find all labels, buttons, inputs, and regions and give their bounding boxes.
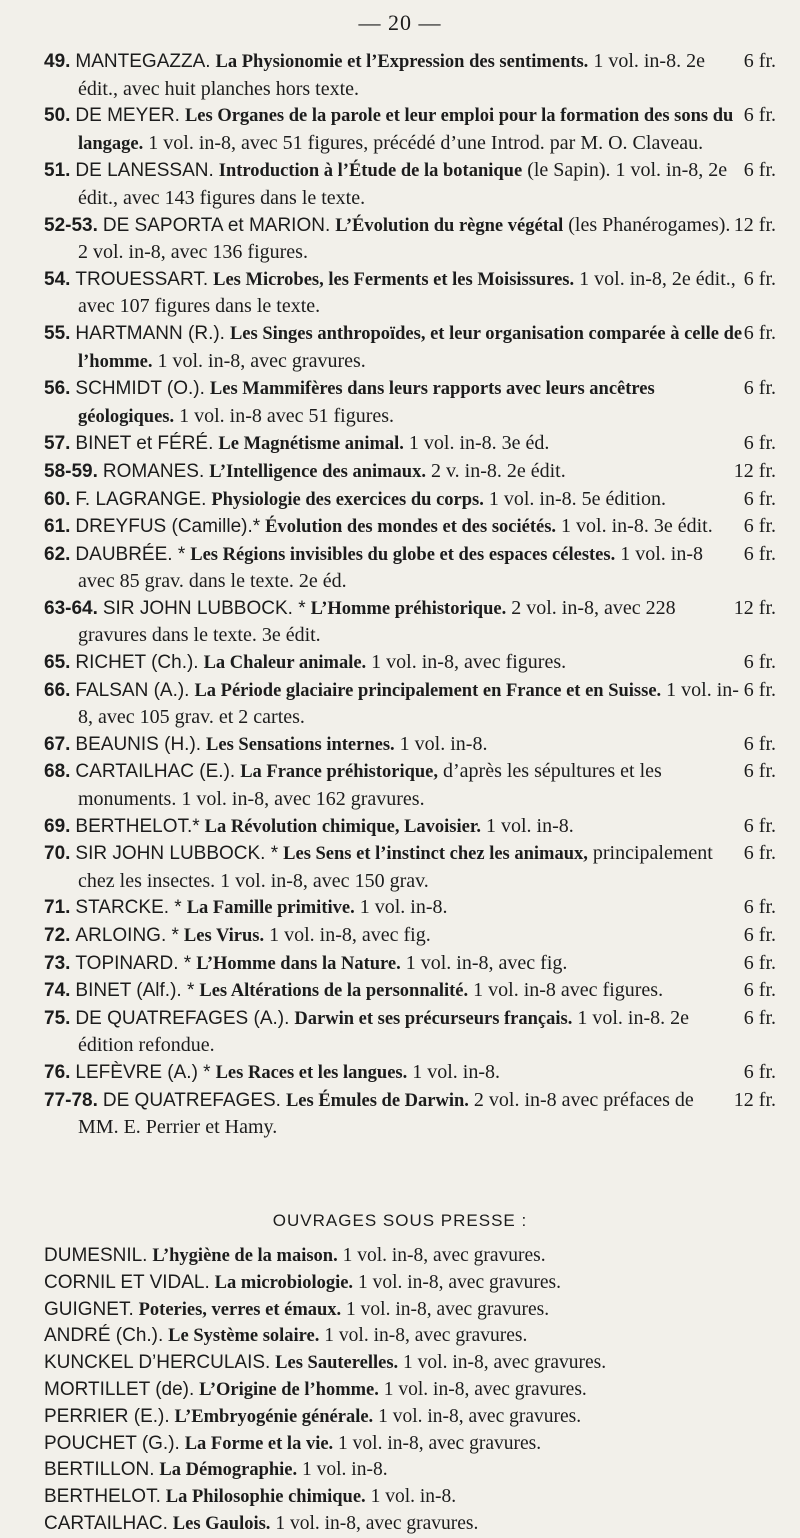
entry-details: 1 vol. in-8, avec gravures. xyxy=(346,1298,550,1320)
entry-details: 1 vol. in-8, avec fig. xyxy=(269,924,431,946)
entry-title: Les Microbes, les Ferments et les Moisissures. xyxy=(213,269,575,290)
entry-title: Les Gaulois. xyxy=(172,1513,271,1534)
entry-price: 6 fr. xyxy=(743,159,776,182)
book-entry xyxy=(44,977,776,1005)
entry-price: 6 fr. xyxy=(743,321,776,344)
entry-author: PERRIER (E.). xyxy=(44,1405,170,1427)
entry-author: STARCKE. * xyxy=(75,897,182,919)
entry-price: 6 fr. xyxy=(743,842,776,865)
entry-price: 6 fr. xyxy=(743,432,776,455)
entry-title: Physiologie des exercices du corps. xyxy=(211,489,484,510)
entry-details: 1 vol. in-8, avec 51 figures, précédé d’une Introd. par M. O. Claveau. xyxy=(148,131,704,154)
entry-title: Les Virus. xyxy=(183,926,265,946)
book-entry xyxy=(44,541,776,595)
entry-title: La France préhistorique, xyxy=(240,762,439,783)
entry-author: GUIGNET. xyxy=(44,1298,134,1320)
entry-number: 71. xyxy=(44,897,71,919)
entry-title: Évolution des mondes et des sociétés. xyxy=(265,517,557,538)
entry-author: DAUBRÉE. * xyxy=(75,543,186,565)
entry-author: KUNCKEL D’HERCULAIS. xyxy=(44,1352,271,1374)
entry-number: 65. xyxy=(44,652,71,674)
entry-number: 60. xyxy=(44,488,71,510)
entry-details: 1 vol. in-8. xyxy=(486,814,574,837)
entry-author: TOPINARD. * xyxy=(75,952,192,974)
entry-price: 6 fr. xyxy=(743,896,776,919)
book-entry xyxy=(44,758,776,812)
entry-details: 1 vol. in-8, avec gravures. xyxy=(383,1378,587,1400)
book-entry xyxy=(44,840,776,894)
entry-author: DREYFUS (Camille).* xyxy=(75,516,261,538)
book-entry xyxy=(44,731,776,759)
entry-price: 6 fr. xyxy=(743,487,776,510)
entry-details: 1 vol. in-8, avec fig. xyxy=(405,951,568,974)
entry-author: MORTILLET (de). xyxy=(44,1378,195,1400)
entry-number: 51. xyxy=(44,160,71,182)
entry-author: DE SAPORTA et MARION. xyxy=(102,214,331,236)
entry-number: 73. xyxy=(44,952,71,974)
entry-details: (le Sapin). 1 vol. in-8, 2e édit., avec 143 figures dans le texte. xyxy=(78,159,728,209)
entry-title: L’Homme préhistorique. xyxy=(310,598,507,619)
entry-number: 63-64. xyxy=(44,597,98,619)
entry-price: 6 fr. xyxy=(743,678,776,701)
entry-number: 74. xyxy=(44,980,71,1002)
entry-title: La Période glaciaire principalement en France et en Suisse. xyxy=(194,680,662,701)
book-entry xyxy=(44,48,776,102)
entry-title: Le Magnétisme animal. xyxy=(218,434,404,455)
entry-author: SIR JOHN LUBBOCK. * xyxy=(75,843,279,865)
book-entry xyxy=(44,1005,776,1059)
entry-details: 1 vol. in-8. 5e édition. xyxy=(488,487,667,510)
forthcoming-entry xyxy=(44,1431,776,1458)
entry-price: 6 fr. xyxy=(743,377,776,400)
entry-title: La Démographie. xyxy=(159,1460,298,1481)
entry-title: La Philosophie chimique. xyxy=(165,1487,366,1508)
entry-title: La microbiologie. xyxy=(214,1272,354,1293)
entry-price: 6 fr. xyxy=(743,515,776,538)
entry-details: 1 vol. in-8. 2e édition refondue. xyxy=(78,1006,690,1057)
book-entry xyxy=(44,430,776,458)
book-entry xyxy=(44,320,776,375)
entry-price: 6 fr. xyxy=(743,951,776,974)
entry-number: 50. xyxy=(44,105,71,127)
entry-author: HARTMANN (R.). xyxy=(75,322,225,344)
entry-title: L’Évolution du règne végétal xyxy=(335,215,564,236)
entry-details: 1 vol. in-8. xyxy=(399,732,488,755)
forthcoming-entry xyxy=(44,1377,776,1404)
entry-author: TROUESSART. xyxy=(75,268,209,290)
entry-title: La Forme et la vie. xyxy=(184,1433,334,1454)
entry-details: 1 vol. in-8. xyxy=(412,1060,501,1083)
entry-price: 6 fr. xyxy=(743,1060,776,1083)
entry-price: 6 fr. xyxy=(743,1006,776,1029)
entry-price: 6 fr. xyxy=(743,651,776,674)
entry-title: Les Régions invisibles du globe et des espaces célestes. xyxy=(190,544,616,565)
entry-price: 12 fr. xyxy=(733,1088,776,1111)
entry-details: 1 vol. in-8, avec gravures. xyxy=(378,1405,582,1427)
forthcoming-entry xyxy=(44,1297,776,1324)
entry-details: 1 vol. in-8, avec gravures. xyxy=(342,1245,546,1266)
entry-author: ARLOING. * xyxy=(75,925,179,946)
entry-author: LEFÈVRE (A.) * xyxy=(75,1061,211,1083)
entry-details: 1 vol. in-8. 3e édit. xyxy=(561,515,713,538)
book-entry xyxy=(44,375,776,430)
entry-number: 49. xyxy=(44,51,71,72)
book-entry xyxy=(44,649,776,677)
entry-number: 54. xyxy=(44,268,71,290)
entry-author: SCHMIDT (O.). xyxy=(75,378,205,400)
forthcoming-entry xyxy=(44,1350,776,1377)
book-entry xyxy=(44,1087,776,1141)
entry-title: Poteries, verres et émaux. xyxy=(138,1299,342,1320)
entry-number: 55. xyxy=(44,322,71,344)
forthcoming-entry xyxy=(44,1457,776,1484)
book-entry xyxy=(44,102,776,157)
entry-price: 6 fr. xyxy=(743,760,776,783)
entry-details: 2 v. in-8. 2e édit. xyxy=(430,459,566,482)
entry-details: d’après les sépultures et les monuments. 1 vol. in-8, avec 162 gravures. xyxy=(78,760,662,811)
forthcoming-entry xyxy=(44,1511,776,1538)
entry-details: (les Phanérogames). 2 vol. in-8, avec 136 figures. xyxy=(78,213,731,264)
entry-author: CORNIL ET VIDAL. xyxy=(44,1271,210,1293)
press-heading: OUVRAGES SOUS PRESSE : xyxy=(272,1211,528,1230)
entry-author: POUCHET (G.). xyxy=(44,1432,180,1454)
entry-price: 12 fr. xyxy=(733,596,776,619)
entry-author: DE MEYER. xyxy=(75,105,180,127)
entry-details: 1 vol. in-8. 2e édit., avec huit planches hors texte. xyxy=(78,50,705,100)
book-entry xyxy=(44,677,776,731)
book-entry xyxy=(44,157,776,211)
entry-number: 67. xyxy=(44,733,71,755)
entry-details: 1 vol. in-8, avec figures. xyxy=(371,651,567,674)
entry-number: 76. xyxy=(44,1061,71,1083)
entry-author: CARTAILHAC (E.). xyxy=(75,761,236,783)
book-entry xyxy=(44,813,776,841)
entry-author: SIR JOHN LUBBOCK. * xyxy=(102,597,306,619)
entry-details: principalement chez les insectes. 1 vol. in-8, avec 150 grav. xyxy=(78,842,713,892)
entry-details: 1 vol. in-8. xyxy=(370,1486,457,1508)
entry-title: La Chaleur animale. xyxy=(203,653,367,674)
entry-title: Les Singes anthropoïdes, et leur organisation comparée à celle de l’homme. xyxy=(78,323,743,372)
entry-author: ANDRÉ (Ch.). xyxy=(44,1325,164,1347)
forthcoming-entry xyxy=(44,1270,776,1297)
entry-author: DUMESNIL. xyxy=(44,1245,148,1266)
entry-price: 12 fr. xyxy=(733,459,776,482)
entry-price: 12 fr. xyxy=(733,213,776,236)
entry-details: 1 vol. in-8. 3e éd. xyxy=(408,432,550,455)
entry-price: 6 fr. xyxy=(743,924,776,946)
entry-details: 1 vol. in-8. xyxy=(302,1459,388,1481)
entry-price: 6 fr. xyxy=(743,979,776,1002)
page-number: — 20 — xyxy=(358,10,442,35)
entry-author: CARTAILHAC. xyxy=(44,1512,168,1534)
entry-title: Les Sens et l’instinct chez les animaux, xyxy=(283,844,588,865)
entry-author: F. LAGRANGE. xyxy=(75,488,207,510)
entry-title: Introduction à l’Étude de la botanique xyxy=(218,161,523,182)
book-list xyxy=(44,48,776,1141)
entry-number: 69. xyxy=(44,815,71,837)
entry-title: La Famille primitive. xyxy=(186,898,355,919)
entry-details: 1 vol. in-8 avec figures. xyxy=(473,979,664,1002)
entry-number: 68. xyxy=(44,761,71,783)
book-entry xyxy=(44,212,776,266)
entry-details: 1 vol. in-8, avec gravures. xyxy=(403,1352,607,1374)
entry-details: 1 vol. in-8 avec 51 figures. xyxy=(179,404,395,427)
entry-price: 6 fr. xyxy=(743,814,776,837)
forthcoming-entry xyxy=(44,1323,776,1350)
entry-author: BINET et FÉRÉ. xyxy=(75,433,214,455)
entry-number: 57. xyxy=(44,433,71,455)
entry-author: FALSAN (A.). xyxy=(75,679,190,701)
book-entry xyxy=(44,458,776,486)
book-entry xyxy=(44,922,776,950)
entry-author: DE QUATREFAGES. xyxy=(102,1089,281,1111)
entry-number: 70. xyxy=(44,843,71,865)
entry-number: 72. xyxy=(44,925,71,946)
entry-details: 1 vol. in-8, avec 105 grav. et 2 cartes. xyxy=(78,678,739,729)
entry-details: 1 vol. in-8, avec gravures. xyxy=(324,1325,528,1347)
entry-details: 2 vol. in-8, avec 228 gravures dans le texte. 3e édit. xyxy=(78,596,676,647)
entry-number: 66. xyxy=(44,679,71,701)
entry-author: ROMANES. xyxy=(102,460,205,482)
entry-details: 1 vol. in-8, avec gravures. xyxy=(275,1512,479,1534)
entry-title: La Révolution chimique, Lavoisier. xyxy=(204,816,481,837)
entry-price: 6 fr. xyxy=(743,542,776,565)
entry-title: Les Altérations de la personnalité. xyxy=(199,981,469,1002)
book-entry xyxy=(44,486,776,514)
entry-title: Darwin et ses précurseurs français. xyxy=(294,1008,573,1029)
entry-details: 1 vol. in-8. xyxy=(359,896,448,919)
book-entry xyxy=(44,950,776,978)
entry-number: 52-53. xyxy=(44,214,98,236)
entry-title: L’Embryogénie générale. xyxy=(174,1406,374,1427)
forthcoming-list xyxy=(44,1243,776,1538)
entry-author: BINET (Alf.). * xyxy=(75,980,195,1002)
entry-title: Les Émules de Darwin. xyxy=(285,1090,469,1111)
entry-title: Les Races et les langues. xyxy=(215,1062,408,1083)
entry-title: L’hygiène de la maison. xyxy=(152,1246,338,1266)
book-entry xyxy=(44,894,776,922)
entry-title: L’Homme dans la Nature. xyxy=(196,953,401,974)
entry-title: Les Mammifères dans leurs rapports avec leurs ancêtres géologiques. xyxy=(78,379,655,427)
entry-title: L’Intelligence des animaux. xyxy=(209,461,426,482)
entry-number: 56. xyxy=(44,378,71,400)
forthcoming-entry xyxy=(44,1243,776,1270)
entry-author: BEAUNIS (H.). xyxy=(75,733,202,755)
entry-title: Les Organes de la parole et leur emploi pour la formation des sons du langage. xyxy=(78,106,734,154)
entry-price: 6 fr. xyxy=(743,104,776,127)
entry-details: 1 vol. in-8, 2e édit., avec 107 figures dans le texte. xyxy=(78,267,736,318)
entry-number: 77-78. xyxy=(44,1089,98,1111)
entry-number: 61. xyxy=(44,516,71,538)
entry-title: La Physionomie et l’Expression des sentiments. xyxy=(215,52,589,72)
entry-title: Le Système solaire. xyxy=(168,1326,320,1347)
entry-author: BERTHELOT.* xyxy=(75,815,200,837)
entry-title: Les Sauterelles. xyxy=(275,1353,399,1374)
entry-number: 62. xyxy=(44,543,71,565)
entry-author: MANTEGAZZA. xyxy=(75,51,211,72)
forthcoming-entry xyxy=(44,1404,776,1431)
entry-author: BERTILLON. xyxy=(44,1459,155,1481)
entry-price: 6 fr. xyxy=(743,732,776,755)
entry-author: DE QUATREFAGES (A.). xyxy=(75,1007,290,1029)
entry-details: 1 vol. in-8, avec gravures. xyxy=(357,1271,561,1293)
entry-title: Les Sensations internes. xyxy=(206,734,395,755)
entry-details: 2 vol. in-8 avec préfaces de MM. E. Perrier et Hamy. xyxy=(78,1088,694,1139)
entry-details: 1 vol. in-8, avec gravures. xyxy=(157,349,366,372)
entry-author: DE LANESSAN. xyxy=(75,160,214,182)
book-entry xyxy=(44,266,776,320)
book-entry xyxy=(44,595,776,649)
entry-author: BERTHELOT. xyxy=(44,1486,161,1508)
entry-number: 75. xyxy=(44,1007,71,1029)
entry-details: 1 vol. in-8, avec gravures. xyxy=(338,1432,542,1454)
entry-title: L’Origine de l’homme. xyxy=(199,1379,379,1400)
entry-author: RICHET (Ch.). xyxy=(75,652,199,674)
book-entry xyxy=(44,513,776,541)
entry-price: 6 fr. xyxy=(743,267,776,290)
entry-details: 1 vol. in-8 avec 85 grav. dans le texte. 2e éd. xyxy=(78,542,703,593)
book-entry xyxy=(44,1059,776,1087)
forthcoming-entry xyxy=(44,1484,776,1511)
entry-number: 58-59. xyxy=(44,460,98,482)
entry-price: 6 fr. xyxy=(743,50,776,72)
